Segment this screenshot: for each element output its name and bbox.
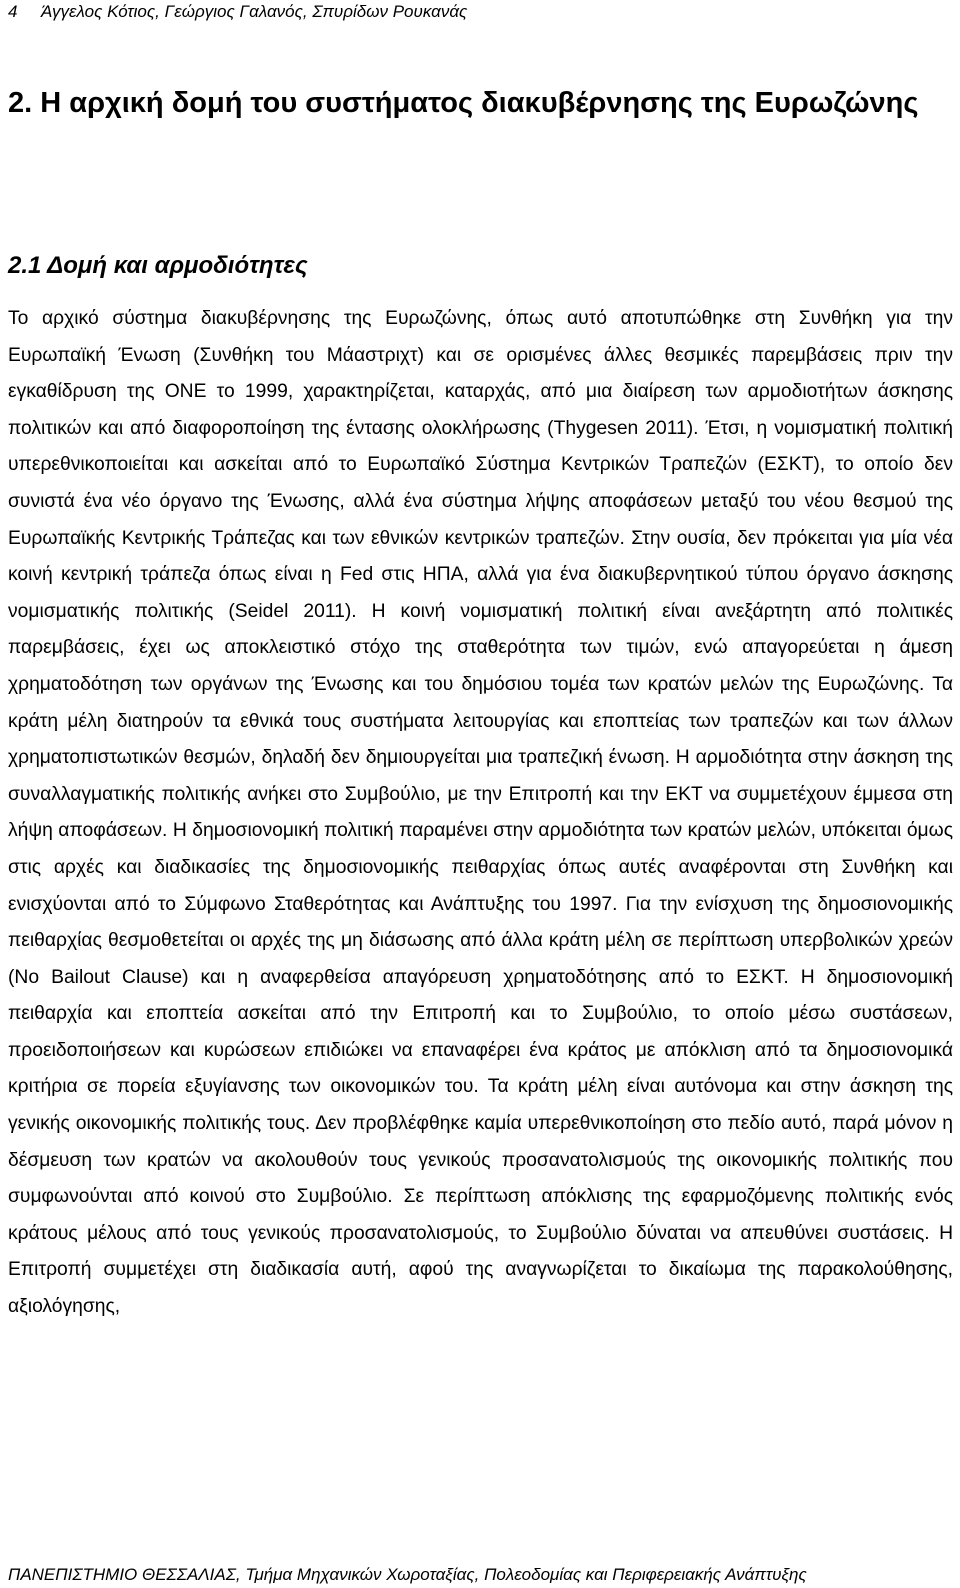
running-header — [8, 0, 467, 26]
header-authors: Άγγελος Κότιος, Γεώργιος Γαλανός, Σπυρίδων Ρουκανάς — [41, 2, 468, 21]
page-number: 4 — [8, 2, 18, 21]
body-paragraph: Το αρχικό σύστημα διακυβέρνησης της Ευρωζώνης, όπως αυτό αποτυπώθηκε στη Συνθήκη για την Ευρωπαϊκή Ένωση (Συνθήκη του Μάαστριχτ) και σε ορισμένες άλλες θεσμικές παρεμβάσεις πριν την εγκαθίδρυση της ΟΝΕ το 1999, χαρακτηρίζεται, καταρχάς, από μια διαίρεση των αρμοδιοτήτων άσκησης πολιτικών και από διαφοροποίηση της έντασης ολοκλήρωσης (Thygesen 2011). Έτσι, η νομισματική πολιτική υπερεθνικοποιείται και ασκείται από το Ευρωπαϊκό Σύστημα Κεντρικών Τραπεζών (ΕΣΚΤ), το οποίο δεν συνιστά ένα νέο όργανο της Ένωσης, αλλά ένα σύστημα λήψης αποφάσεων μεταξύ του νέου θεσμού της Ευρωπαϊκής Κεντρικής Τράπεζας και των εθνικών κεντρικών τραπεζών. Στην ουσία, δεν πρόκειται για μία νέα κοινή κεντρική τράπεζα όπως είναι η Fed στις ΗΠΑ, αλλά για ένα διακυβερνητικού τύπου όργανο άσκησης νομισματικής πολιτικής (Seidel 2011). Η κοινή νομισματική πολιτική είναι ανεξάρτητη από πολιτικές παρεμβάσεις, έχει ως αποκλειστικό στόχο της σταθερότητα των τιμών, ενώ απαγορεύεται η άμεση χρηματοδότηση των οργάνων της Ένωσης και του δημόσιου τομέα των κρατών μελών της Ευρωζώνης. Τα κράτη μέλη διατηρούν τα εθνικά τους συστήματα λειτουργίας και εποπτείας των τραπεζών και των άλλων χρηματοπιστωτικών θεσμών, δηλαδή δεν δημιουργείται μια τραπεζική ένωση. Η αρμοδιότητα στην άσκηση της συναλλαγματικής πολιτικής ανήκει στο Συμβούλιο, με την Επιτροπή και την ΕΚΤ να συμμετέχουν έμμεσα στη λήψη αποφάσεων. Η δημοσιονομική πολιτική παραμένει στην αρμοδιότητα των κρατών μελών, υπόκειται όμως στις αρχές και διαδικασίες της δημοσιονομικής πειθαρχίας όπως αυτές αναφέρονται στη Συνθήκη και ενισχύονται από το Σύμφωνο Σταθερότητας και Ανάπτυξης του 1997. Για την ενίσχυση της δημοσιονομικής πειθαρχίας θεσμοθετείται οι αρχές της μη διάσωσης από άλλα κράτη μέλη σε περίπτωση υπερβολικών χρεών (No Bailout Clause) και η αναφερθείσα απαγόρευση χρηματοδότησης από το ΕΣΚΤ. Η δημοσιονομική πειθαρχία και εποπτεία ασκείται από την Επιτροπή και το Συμβούλιο, το οποίο μέσω συστάσεων, προειδοποιήσεων και κυρώσεων επιδιώκει να επαναφέρει ένα κράτος με απόκλιση από τα δημοσιονομικά κριτήρια σε πορεία εξυγίανσης των οικονομικών του. Τα κράτη μέλη είναι αυτόνομα και στην άσκηση της γενικής οικονομικής πολιτικής τους. Δεν προβλέφθηκε καμία υπερεθνικοποίηση στο πεδίο αυτό, παρά μόνον η δέσμευση των κρατών να ακολουθούν τους γενικούς προσανατολισμούς της οικονομικής πολιτικής που συμφωνούνται από κοινού στο Συμβούλιο. Σε περίπτωση απόκλισης της εφαρμοζόμενης πολιτικής ενός κράτους μέλους από τους γενικούς προσανατολισμούς, το Συμβούλιο δύναται να απευθύνει συστάσεις. Η Επιτροπή συμμετέχει στη διαδικασία αυτή, αφού της αναγνωρίζεται το δικαίωμα της παρακολούθησης, αξιολόγησης, — [8, 308, 953, 1318]
running-footer: ΠΑΝΕΠΙΣΤΗΜΙΟ ΘΕΣΣΑΛΙΑΣ, Τμήμα Μηχανικών Χωροταξίας, Πολεοδομίας και Περιφερειακής Ανάπτυξης — [8, 1565, 807, 1584]
document-page — [8, 0, 953, 1588]
section-title: 2.1 Δομή και αρμοδιότητες — [8, 252, 308, 279]
chapter-title: 2. Η αρχική δομή του συστήματος διακυβέρνησης της Ευρωζώνης — [8, 87, 919, 119]
